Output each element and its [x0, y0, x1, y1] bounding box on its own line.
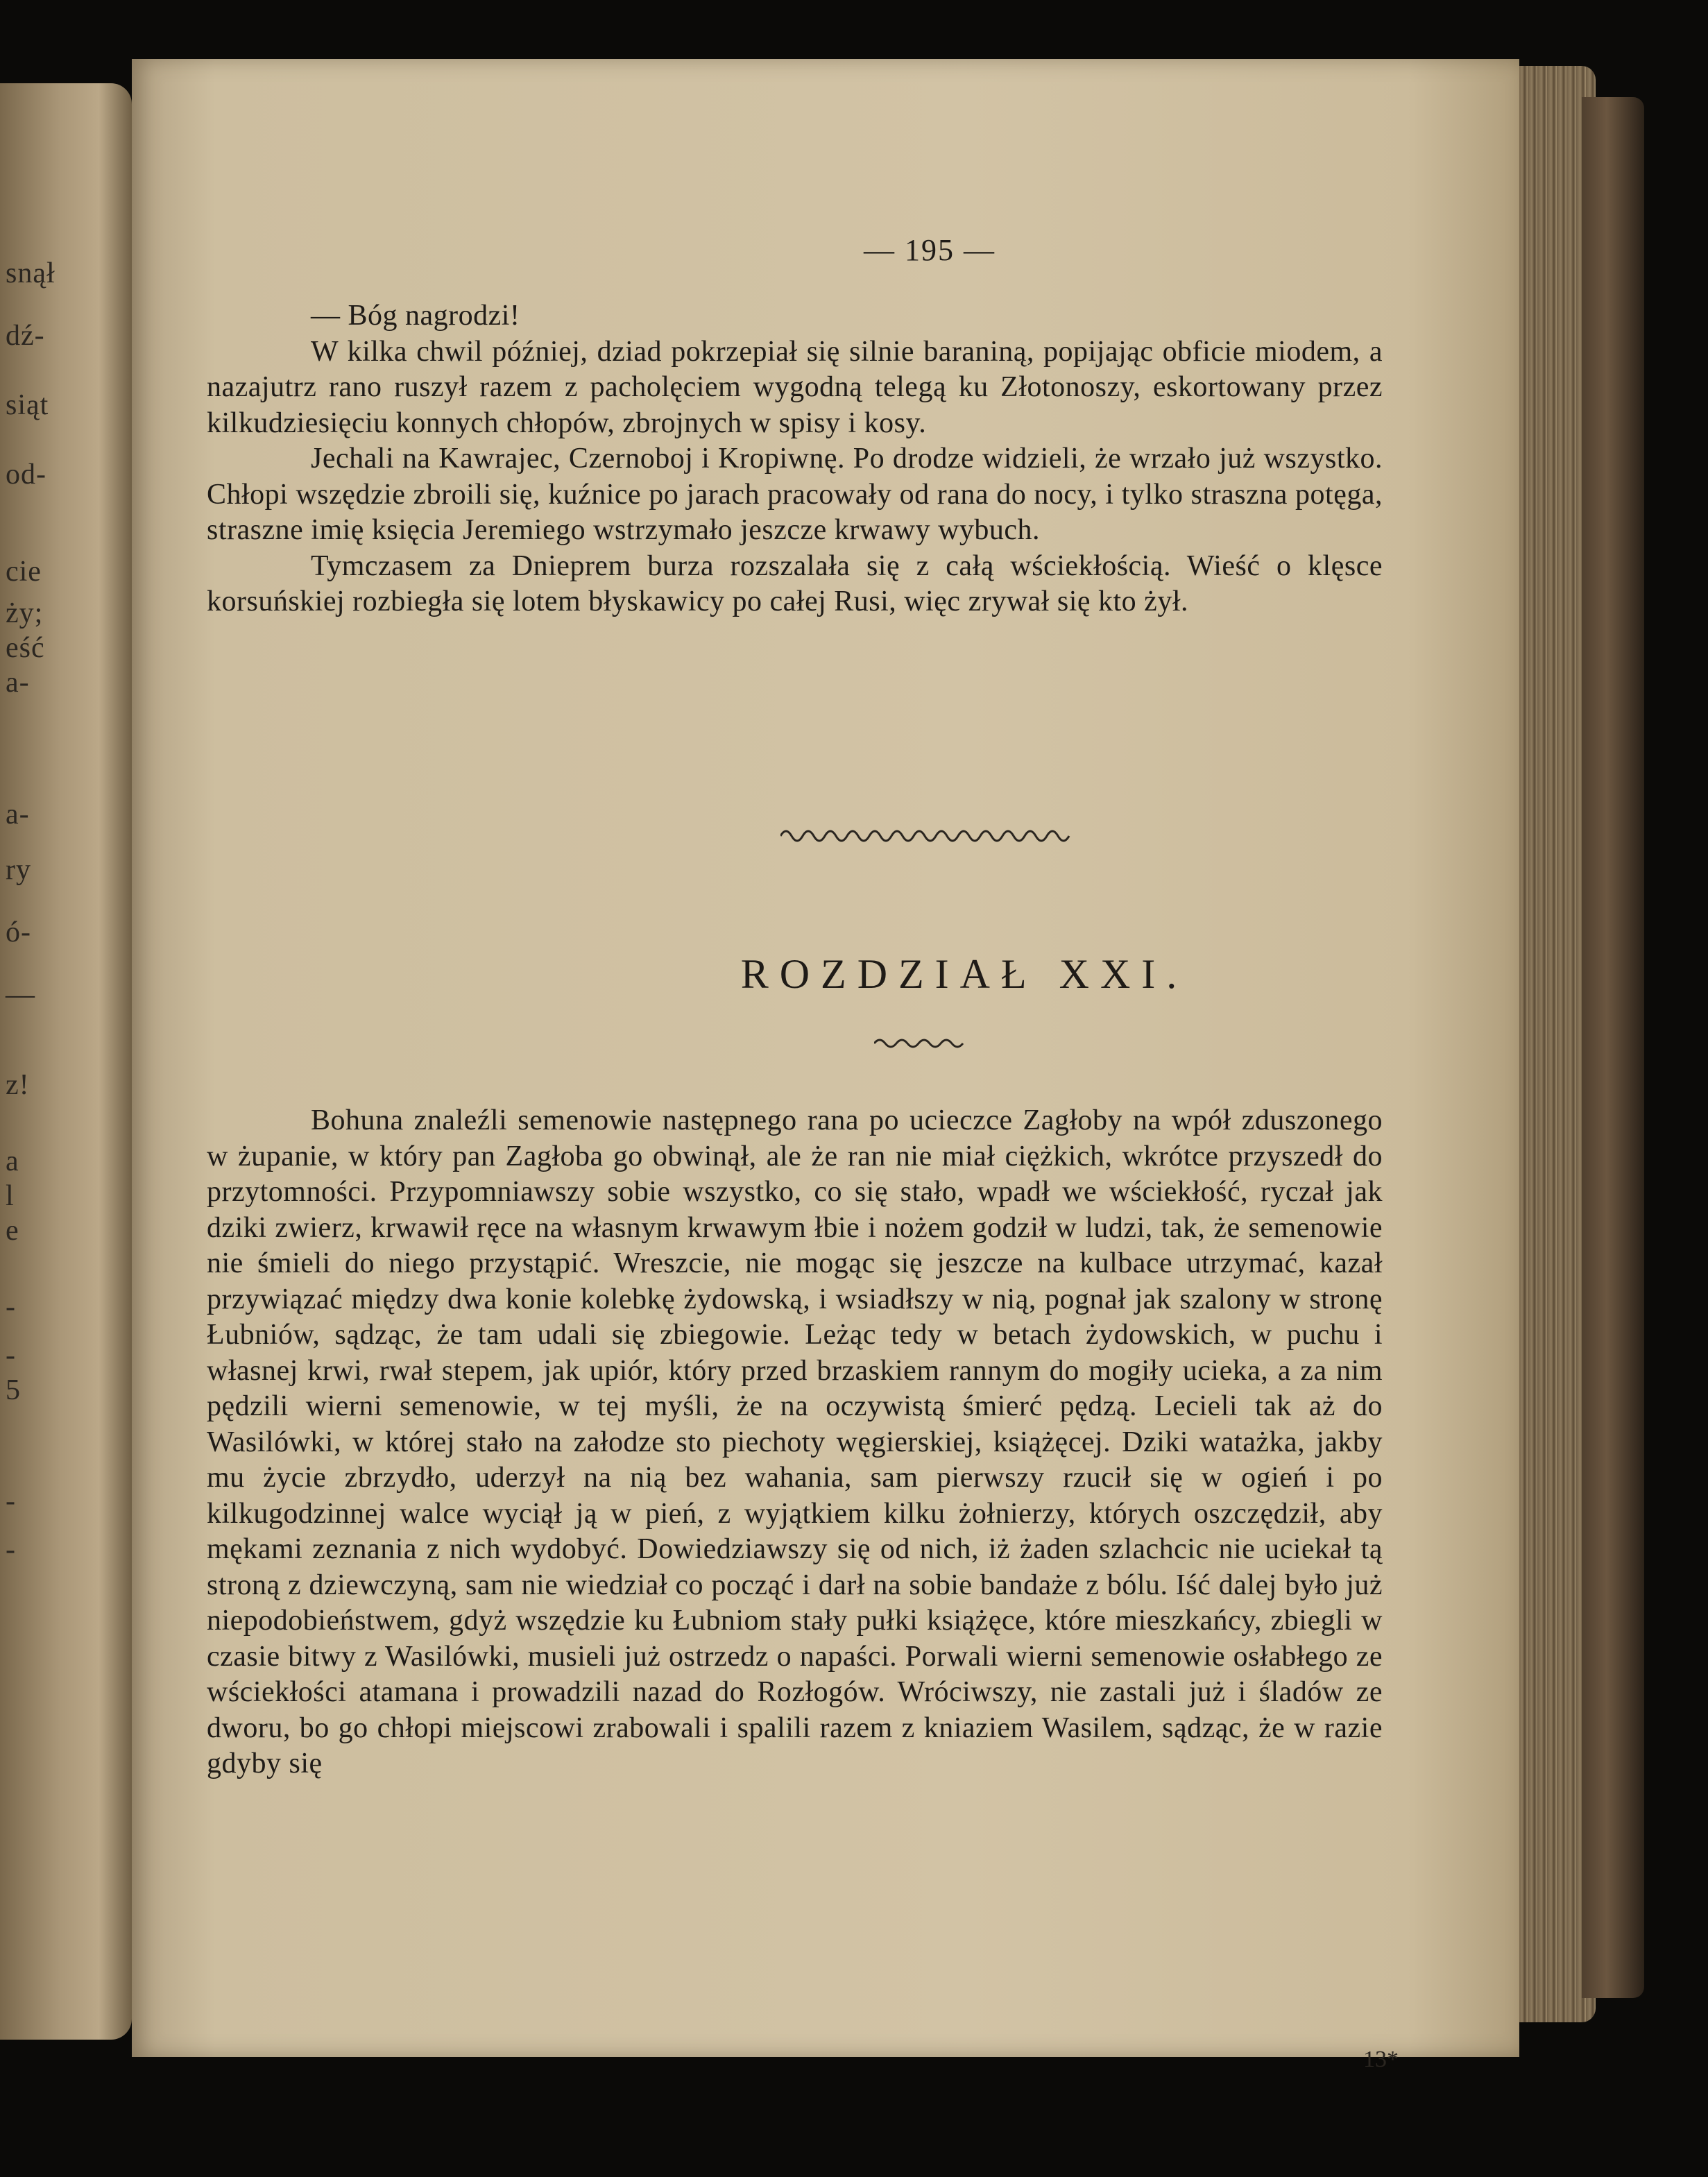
left-page-fragment: snął [6, 257, 55, 289]
left-page-fragment: ży; [6, 597, 44, 629]
left-page-fragment: z! [6, 1069, 30, 1101]
chapter-title: ROZDZIAŁ XXI. [740, 951, 1188, 997]
left-page-fragment: - [6, 1485, 16, 1517]
body-text-block [207, 1103, 1383, 1782]
left-page-fragment: ó- [6, 916, 31, 948]
left-page-fragment: ry [6, 854, 31, 886]
paragraph: Jechali na Kawrajec, Czernoboj i Kropiwnę. Po drodze widzieli, że wrzało już wszystko. Chłopi wszędzie zbroili się, kuźnice po jarach pracowały od rana do nocy, i tylko straszna potęga, straszne imię księcia Jeremiego wstrzymało jeszcze krwawy wybuch. [207, 443, 1383, 546]
top-text-block [207, 298, 1383, 620]
chapter-body-paragraph: Bohuna znaleźli semenowie następnego rana po ucieczce Zagłoby na wpół zduszonego w żupanie, w który pan Zagłoba go obwinął, ale że ran nie miał ciężkich, wkrótce przyszedł do przytomności. Przypomniawszy sobie wszystko, co się stało, wpadł we wściekłość, ryczał jak dziki zwierz, krwawił ręce na własnym krwawym łbie i nożem godził w ludzi, tak, że semenowie nie śmieli do niego przystąpić. Wreszcie, nie mogąc się jeszcze na kulbace utrzymać, kazał przywiązać między dwa konie kolebkę żydowską, i wsiadłszy w nią, pognał jak szalony w stronę Łubniów, sądząc, że tam udali się zbiegowie. Leżąc tedy w betach żydowskich, w puchu i własnej krwi, rwał stepem, jak upiór, który przed brzaskiem rannym do mogiły ucieka, a za nim pędzili wierni semenowie, w tej myśli, że na oczywistą śmierć pędzą. Lecieli tak aż do Wasilówki, w której stało na załodze sto piechoty węgierskiej, książęcej. Dziki watażka, jakby mu życie zbrzydło, uderzył na nią bez wahania, sam pierwszy rzucił się w ogień i po kilkugodzinnej walce wyciął ją w pień, z wyjątkiem kilku żołnierzy, których oszczędził, aby mękami zeznania z nich wydobyć. Dowiedziawszy się od nich, iż żaden szlachcic nie uciekał tą stroną z dziewczyną, sam nie wiedział co począć i darł na sobie bandaże z bólu. Iść dalej było już niepodobieństwem, gdyż wszędzie ku Łubniom stały pułki książęce, które mieszkańcy, zbiegli w czasie bitwy z Wasilówki, musieli już ostrzedz o napaści. Porwali wierni semenowie osłabłego ze wściekłości atamana i prowadzili nazad do Rozłogów. Wróciwszy, nie zastali już i śladów ze dworu, bo go chłopi miejscowi zrabowali i spalili razem z kniaziem Wasilem, sądząc, że w razie gdyby się [207, 1104, 1383, 1779]
left-page-fragment: siąt [6, 389, 49, 421]
signature-mark: 13* [1363, 2047, 1399, 2072]
left-page-fragment: a- [6, 667, 30, 699]
left-page-fragment: dź- [6, 320, 45, 352]
left-page-edge [0, 83, 132, 2040]
left-page-fragment: eść [6, 632, 45, 664]
left-page-fragment: l [6, 1180, 15, 1212]
left-page-fragment: - [6, 1534, 16, 1566]
left-page-fragment: e [6, 1215, 19, 1247]
left-page-fragment: 5 [6, 1374, 21, 1406]
ornament-divider [780, 822, 1072, 850]
book-page [132, 59, 1519, 2072]
left-page-fragment: — [6, 979, 35, 1011]
left-page-fragment: a- [6, 799, 30, 830]
left-page-fragment: - [6, 1340, 16, 1372]
left-page-fragment: - [6, 1291, 16, 1323]
paragraph: Tymczasem za Dnieprem burza rozszalała się z całą wściekłością. Wieść o klęsce korsuńskiej rozbiegła się lotem błyskawicy po całej Rusi, więc zrywał się kto żył. [207, 549, 1383, 617]
ornament-small [874, 1034, 964, 1053]
paragraph: W kilka chwil później, dziad pokrzepiał się silnie baraniną, popijając obficie miodem, a nazajutrz rano ruszył razem z pacholęciem wygodną telegą ku Złotonoszy, eskortowany przez kilkudziesięciu konnych chłopów, zbrojnych w spisy i kosy. [207, 335, 1383, 439]
page-number: — 195 — [864, 233, 996, 267]
book-cover-edge [1582, 97, 1644, 1998]
paragraph: — Bóg nagrodzi! [311, 300, 520, 332]
left-page-fragment: cie [6, 556, 42, 588]
left-page-fragment: a [6, 1145, 19, 1177]
left-page-fragment: od- [6, 459, 46, 490]
